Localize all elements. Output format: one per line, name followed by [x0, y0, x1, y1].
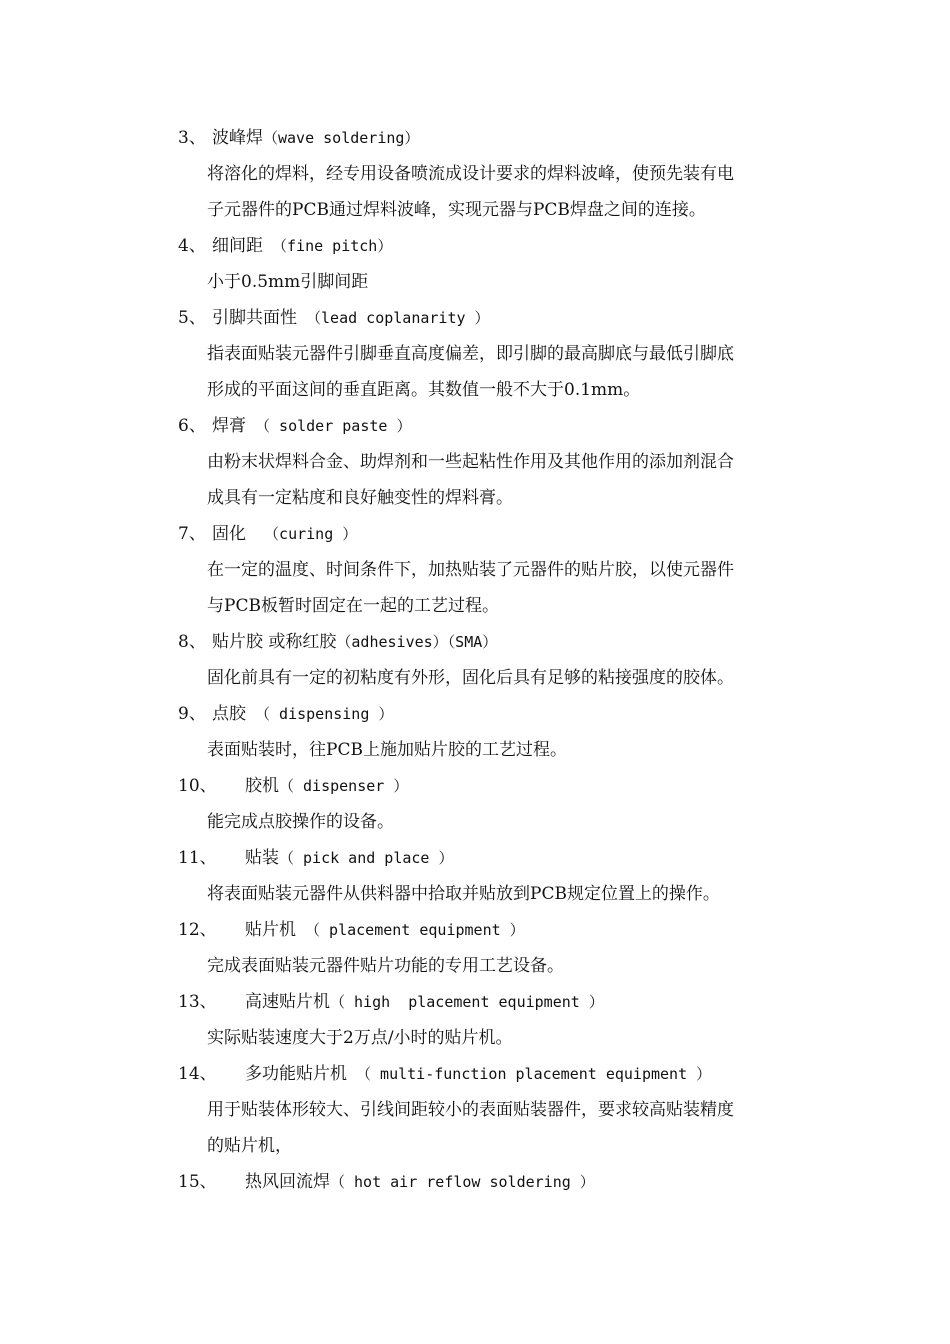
term-english: （lead coplanarity ）	[297, 309, 490, 327]
definition-line: 用于贴装体形较大、引线间距较小的表面贴装器件，要求较高贴装精度	[207, 1100, 734, 1120]
glossary-entry	[0, 1056, 950, 1164]
definition-line: 将溶化的焊料，经专用设备喷流成设计要求的焊料波峰，使预先装有电	[207, 164, 734, 184]
definition-line: 完成表面贴装元器件贴片功能的专用工艺设备。	[207, 956, 564, 976]
term-english: （ hot air reflow soldering ）	[330, 1173, 595, 1191]
term-definition	[207, 444, 812, 516]
term-name: 固化	[212, 524, 246, 544]
term-definition	[207, 1020, 812, 1056]
term-name: 焊膏	[212, 416, 246, 436]
definition-line: 小于0.5mm引脚间距	[207, 272, 369, 292]
term-number: 8、	[178, 632, 206, 652]
definition-line: 能完成点胶操作的设备。	[207, 812, 394, 832]
glossary-entry	[0, 228, 950, 300]
term-number: 13、	[178, 992, 217, 1012]
definition-line: 将表面贴装元器件从供料器中拾取并贴放到PCB规定位置上的操作。	[207, 884, 720, 904]
definition-line: 指表面贴装元器件引脚垂直高度偏差，即引脚的最高脚底与最低引脚底	[207, 344, 734, 364]
glossary-list	[0, 120, 950, 1200]
definition-line: 表面贴装时，往PCB上施加贴片胶的工艺过程。	[207, 740, 567, 760]
term-number: 9、	[178, 704, 206, 724]
term-heading	[178, 1056, 950, 1092]
term-definition	[207, 264, 812, 300]
term-name: 细间距	[212, 236, 263, 256]
term-definition	[207, 660, 812, 696]
term-heading	[178, 696, 950, 732]
definition-line: 实际贴装速度大于2万点/小时的贴片机。	[207, 1028, 513, 1048]
definition-line: 的贴片机，	[207, 1136, 292, 1156]
term-english: （ dispenser ）	[279, 777, 409, 795]
term-definition	[207, 552, 812, 624]
glossary-entry	[0, 120, 950, 228]
term-name: 波峰焊	[212, 128, 263, 148]
term-name: 点胶	[212, 704, 246, 724]
term-heading	[178, 408, 950, 444]
glossary-entry	[0, 408, 950, 516]
term-number: 14、	[178, 1064, 217, 1084]
term-heading	[178, 624, 950, 660]
glossary-entry	[0, 984, 950, 1056]
term-name: 热风回流焊	[245, 1172, 330, 1192]
definition-line: 成具有一定粘度和良好触变性的焊料膏。	[207, 488, 513, 508]
term-english: （adhesives）（SMA）	[336, 633, 498, 651]
glossary-entry	[0, 624, 950, 696]
term-heading	[178, 840, 950, 876]
term-definition	[207, 336, 812, 408]
term-number: 15、	[178, 1172, 217, 1192]
term-english: （ pick and place ）	[279, 849, 454, 867]
term-definition	[207, 1092, 812, 1164]
definition-line: 子元器件的PCB通过焊料波峰，实现元器与PCB焊盘之间的连接。	[207, 200, 706, 220]
glossary-entry	[0, 696, 950, 768]
term-english: （fine pitch）	[263, 237, 393, 255]
term-definition	[207, 876, 812, 912]
term-heading	[178, 1164, 950, 1200]
glossary-entry	[0, 840, 950, 912]
term-name: 胶机	[245, 776, 279, 796]
term-english: （ multi-function placement equipment ）	[347, 1065, 712, 1083]
glossary-entry	[0, 912, 950, 984]
term-name: 贴片机	[245, 920, 296, 940]
glossary-entry	[0, 768, 950, 840]
definition-line: 与PCB板暂时固定在一起的工艺过程。	[207, 596, 499, 616]
definition-line: 形成的平面这间的垂直距离。其数值一般不大于0.1mm。	[207, 380, 641, 400]
term-number: 10、	[178, 776, 217, 796]
term-english: （ placement equipment ）	[296, 921, 525, 939]
term-heading	[178, 768, 950, 804]
term-definition	[207, 156, 812, 228]
term-number: 12、	[178, 920, 217, 940]
term-heading	[178, 120, 950, 156]
term-name: 高速贴片机	[245, 992, 330, 1012]
term-definition	[207, 732, 812, 768]
term-heading	[178, 300, 950, 336]
term-name: 多功能贴片机	[245, 1064, 347, 1084]
term-name: 贴片胶 或称红胶	[212, 632, 337, 652]
glossary-entry	[0, 1164, 950, 1200]
glossary-entry	[0, 300, 950, 408]
term-name: 引脚共面性	[212, 308, 297, 328]
glossary-entry	[0, 516, 950, 624]
definition-line: 固化前具有一定的初粘度有外形，固化后具有足够的粘接强度的胶体。	[207, 668, 734, 688]
term-number: 7、	[178, 524, 206, 544]
term-english: （ solder paste ）	[246, 417, 412, 435]
term-number: 5、	[178, 308, 206, 328]
definition-line: 在一定的温度、时间条件下，加热贴装了元器件的贴片胶，以使元器件	[207, 560, 734, 580]
term-definition	[207, 804, 812, 840]
term-number: 4、	[178, 236, 206, 256]
term-name: 贴装	[245, 848, 279, 868]
term-english: （ dispensing ）	[246, 705, 394, 723]
term-english: （wave soldering）	[263, 129, 420, 147]
definition-line: 由粉末状焊料合金、助焊剂和一些起粘性作用及其他作用的添加剂混合	[207, 452, 734, 472]
term-number: 11、	[178, 848, 217, 868]
term-heading	[178, 984, 950, 1020]
term-heading	[178, 516, 950, 552]
term-heading	[178, 912, 950, 948]
term-english: （curing ）	[246, 525, 358, 543]
term-definition	[207, 948, 812, 984]
term-heading	[178, 228, 950, 264]
term-number: 3、	[178, 128, 206, 148]
term-english: （ high placement equipment ）	[330, 993, 604, 1011]
term-number: 6、	[178, 416, 206, 436]
